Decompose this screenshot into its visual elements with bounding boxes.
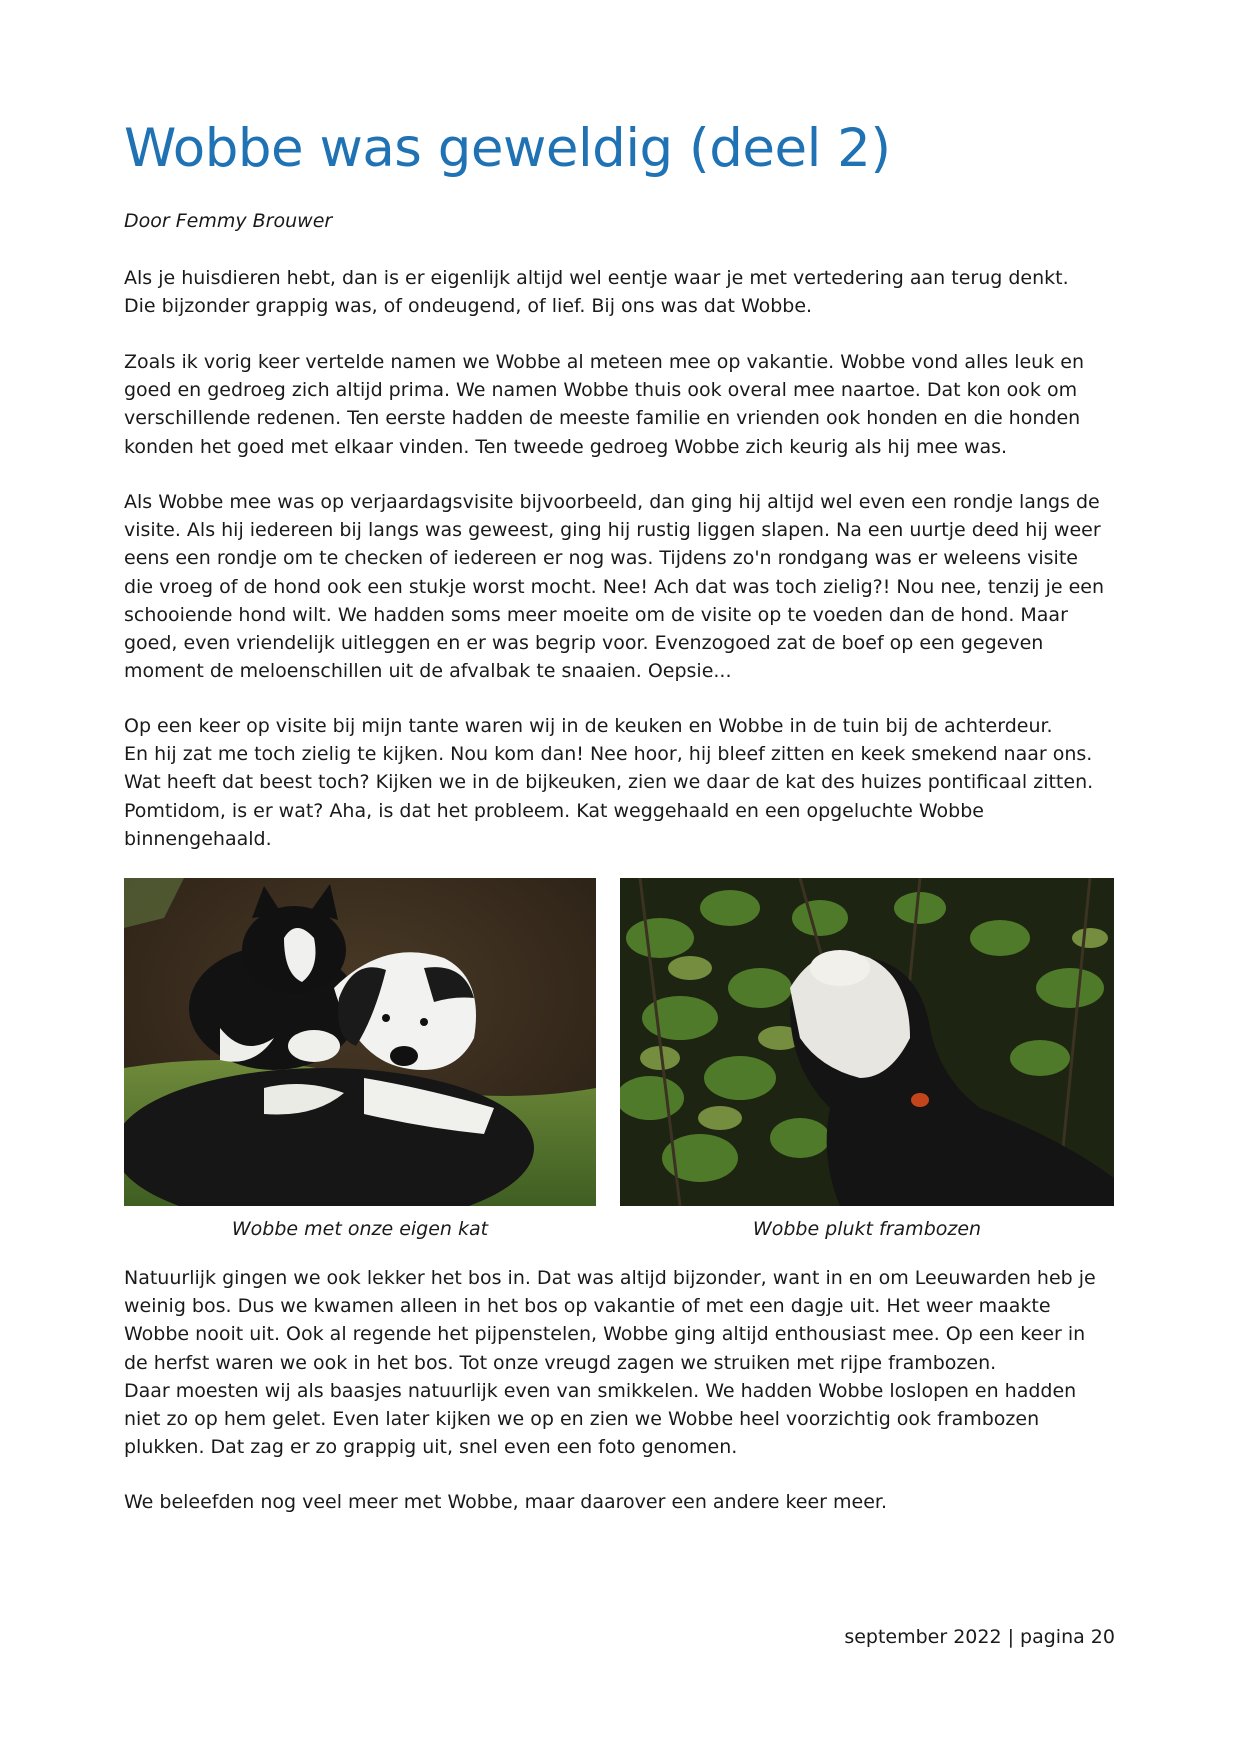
paragraph-aunt-visit: Op een keer op visite bij mijn tante waren wij in de keuken en Wobbe in de tuin bij de achterdeur. En hij zat me toch zielig te kijken. Nou kom dan! Nee hoor, hij bleef zitten en keek smekend naar ons. Wat heeft dat beest toch? Kijken we in de bijkeuken, zien we daar de kat des huizes pontificaal zitten. Pomtidom, is er wat? Aha, is dat het probleem. Kat weggehaald en een opgeluchte Wobbe binnengehaald. bbox=[124, 715, 1094, 850]
paragraph-vacation: Zoals ik vorig keer vertelde namen we Wobbe al meteen mee op vakantie. Wobbe vond alles leuk en goed en gedroeg zich altijd prima. We namen Wobbe thuis ook overal mee naartoe. Dat kon ook om verschillende redenen. Ten eerste hadden de meeste familie en vrienden ook honden en die honden konden het goed met elkaar vinden. Ten tweede gedroeg Wobbe zich keurig als hij mee was. bbox=[124, 351, 1085, 458]
paragraph-forest: Natuurlijk gingen we ook lekker het bos in. Dat was altijd bijzonder, want in en om Leeuwarden heb je weinig bos. Dus we kwamen alleen in het bos op vakantie of met een dagje uit. Het weer maakte Wobbe nooit uit. Ook al regende het pijpenstelen, Wobbe ging altijd enthousiast mee. Op een keer in de herfst waren we ook in het bos. Tot onze vreugd zagen we struiken met rijpe frambozen. Daar moesten wij als baasjes natuurlijk even van smikkelen. We hadden Wobbe loslopen en hadden niet zo op hem gelet. Even later kijken we op en zien we Wobbe heel voorzichtig ook frambozen plukken. Dat zag er zo grappig uit, snel even een foto genomen. bbox=[124, 1267, 1096, 1459]
page-footer: september 2022 | pagina 20 bbox=[844, 1626, 1115, 1648]
photo-wobbe-picking-raspberries bbox=[620, 878, 1114, 1206]
photo-wobbe-with-cat bbox=[124, 878, 596, 1206]
paragraph-intro: Als je huisdieren hebt, dan is er eigenlijk altijd wel eentje waar je met vertedering aan terug denkt. Die bijzonder grappig was, of ondeugend, of lief. Bij ons was dat Wobbe. bbox=[124, 267, 1069, 318]
photo-caption-cat: Wobbe met onze eigen kat bbox=[231, 1218, 489, 1240]
photo-wobbe-with-cat-image bbox=[124, 878, 596, 1206]
paragraph-birthday-visit: Als Wobbe mee was op verjaardagsvisite bijvoorbeeld, dan ging hij altijd wel even een rondje langs de visite. Als hij iedereen bij langs was geweest, ging hij rustig liggen slapen. Na een uurtje deed hij weer eens een rondje om te checken of iedereen er nog was. Tijdens zo'n rondgang was er weleens visite die vroeg of de hond ook een stukje worst mocht. Nee! Ach dat was toch zielig?! Nou nee, tenzij je een schooiende hond wilt. We hadden soms meer moeite om de visite op te voeden dan de hond. Maar goed, even vriendelijk uitleggen en er was begrip voor. Evenzogoed zat de boef op een gegeven moment de meloenschillen uit de afvalbak te snaaien. Oepsie... bbox=[124, 491, 1104, 683]
article-byline: Door Femmy Brouwer bbox=[124, 210, 333, 232]
photo-wobbe-raspberries-image bbox=[620, 878, 1114, 1206]
photo-caption-raspberries: Wobbe plukt frambozen bbox=[752, 1218, 982, 1240]
article-title: Wobbe was geweldig (deel 2) bbox=[124, 118, 891, 179]
paragraph-closing: We beleefden nog veel meer met Wobbe, maar daarover een andere keer meer. bbox=[124, 1491, 888, 1513]
